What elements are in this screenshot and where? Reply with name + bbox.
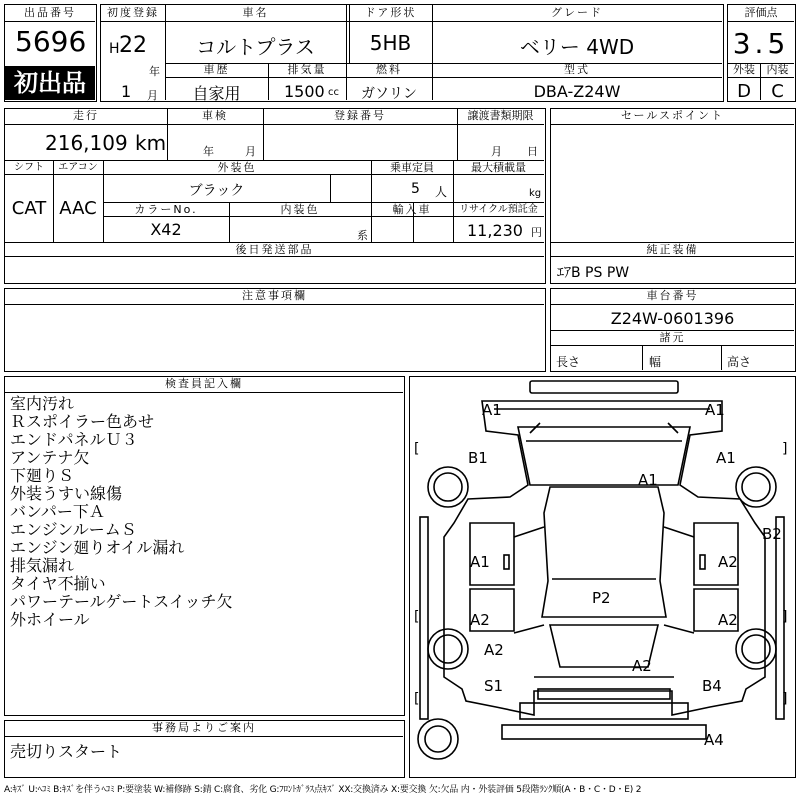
mileage-value: 216,109 <box>45 131 128 155</box>
inspector-line: エンドパネルＵ３ <box>10 430 138 449</box>
door-label: ドア形状 <box>364 6 417 19</box>
capacity-value: 5 <box>411 181 420 197</box>
inspection-year-unit: 年 <box>203 145 214 158</box>
mark-rear-left: S1 <box>484 677 504 695</box>
mark-tailgate: A2 <box>632 657 652 675</box>
capacity-label: 乗車定員 <box>390 161 434 174</box>
inspector-line: バンパー下Ａ <box>10 502 105 521</box>
sales-point-box <box>550 108 796 284</box>
fuel-label: 燃料 <box>376 63 402 76</box>
inspector-line: 下廻りＳ <box>10 466 75 485</box>
score-label: 評価点 <box>744 6 778 19</box>
chassis-value: Z24W-0601396 <box>610 309 735 328</box>
ext-label: 外装 <box>733 63 755 76</box>
length-label: 長さ <box>556 355 581 369</box>
fuel-value: ガソリン <box>361 86 417 102</box>
ac-value: AAC <box>59 198 97 219</box>
model-value: DBA-Z24W <box>533 82 621 101</box>
reg-label: 初度登録 <box>107 6 159 19</box>
notes-label: 注意事項欄 <box>242 289 307 302</box>
grade-label: グレード <box>551 6 603 19</box>
shift-value: CAT <box>11 198 47 219</box>
int-label: 内装 <box>766 63 789 76</box>
legend-text: A:ｷｽﾞ U:ﾍｺﾐ B:ｷｽﾞを伴うﾍｺﾐ P:要塗装 W:補修跡 S:錆 C:腐食、劣化 G:ﾌﾛﾝﾄｶﾞﾗｽ点ｷｽﾞ XX:交換済み X:要交換 欠:欠品 内・外装評価 5段階ﾗﾝｸ順(A・B・C・D・E) 2 <box>4 785 642 795</box>
colorno-label: カラーNo. <box>134 203 198 216</box>
lot-label: 出品番号 <box>24 6 76 19</box>
capacity-unit: 人 <box>435 185 448 199</box>
mark-door-fr: A2 <box>718 553 738 571</box>
displacement-value: 1500 <box>284 82 325 101</box>
history-value: 自家用 <box>192 84 241 103</box>
mark-roof: P2 <box>592 589 611 607</box>
first-listing-badge: 初出品 <box>5 66 95 100</box>
transfer-month-unit: 月 <box>491 145 502 158</box>
inspector-line: パワーテールゲートスイッチ欠 <box>10 592 233 611</box>
reg-year-unit: 年 <box>149 65 160 78</box>
shift-label: シフト <box>14 162 44 173</box>
mark-rear-right: B4 <box>702 677 722 695</box>
bracket-right-1: ] <box>782 441 788 457</box>
inspector-line: アンテナ欠 <box>10 448 90 467</box>
mark-door-rr: A2 <box>718 611 738 629</box>
reg-month-unit: 月 <box>147 89 158 102</box>
recycle-label: リサイクル預託金 <box>459 204 538 215</box>
mark-fender-left: B1 <box>468 449 488 467</box>
transfer-day-unit: 日 <box>527 145 538 158</box>
mark-rear-bumper: A4 <box>704 731 724 749</box>
inspector-line: タイヤ不揃い <box>10 574 106 593</box>
recycle-value: 11,230 <box>467 221 523 240</box>
office-value: 売切りスタート <box>10 742 123 761</box>
history-label: 車歴 <box>203 63 230 76</box>
int-value: C <box>771 81 784 102</box>
chassis-label: 車台番号 <box>646 289 699 302</box>
displacement-unit: cc <box>328 87 339 98</box>
inspector-line: エンジンルームＳ <box>10 520 137 539</box>
mark-front-right: A1 <box>705 401 725 419</box>
sales-label: セールスポイント <box>620 109 724 122</box>
color-label: 外装色 <box>217 161 257 174</box>
office-box <box>4 720 405 778</box>
grade-value: ベリー 4WD <box>519 35 635 59</box>
mark-side-right: B2 <box>762 525 782 543</box>
ac-label: エアコン <box>58 162 98 173</box>
recycle-unit: 円 <box>531 226 542 239</box>
vehicle-info-grid <box>4 108 546 284</box>
inspector-line: 排気漏れ <box>10 556 75 575</box>
inspection-month-unit: 月 <box>245 145 256 158</box>
model-label: 型式 <box>564 63 590 76</box>
inspector-line: 外装うすい線傷 <box>10 484 123 503</box>
displacement-label: 排気量 <box>287 63 327 76</box>
mark-hood: A1 <box>638 471 658 489</box>
reg-year: 22 <box>119 33 147 58</box>
door-value: 5HB <box>369 31 412 55</box>
import-label: 輸入車 <box>392 203 432 216</box>
bracket-right-2: ] <box>782 609 788 625</box>
load-label: 最大積載量 <box>471 161 526 174</box>
inspector-line: 室内汚れ <box>10 394 75 413</box>
header-grid <box>100 4 724 102</box>
mileage-unit: km <box>135 131 167 155</box>
office-label: 事務局よりご案内 <box>152 721 256 734</box>
inspection-label: 車検 <box>202 109 228 122</box>
inspector-line: 外ホイール <box>10 610 90 629</box>
car-diagram-svg <box>410 377 794 776</box>
bracket-right-3: ] <box>782 691 788 707</box>
color-value: ブラック <box>188 183 245 199</box>
notes-box <box>4 288 546 372</box>
intcolor-label: 内装色 <box>280 203 320 216</box>
equip-label: 純正装備 <box>646 243 699 256</box>
score-value: 3.5 <box>732 27 790 60</box>
width-label: 幅 <box>649 355 662 369</box>
name-value: コルトプラス <box>196 35 315 59</box>
ext-value: D <box>737 81 751 102</box>
equip-value: ｴｱB PS PW <box>557 265 630 281</box>
mark-door-rl: A2 <box>470 611 490 629</box>
chassis-box <box>550 288 796 372</box>
lot-number: 5696 <box>15 25 87 58</box>
damage-diagram <box>409 376 796 778</box>
inspector-line: Ｒスポイラー色あせ <box>10 412 155 431</box>
intcolor-unit: 系 <box>357 229 368 242</box>
inspector-box <box>4 376 405 716</box>
lot-box <box>4 4 97 102</box>
inspector-line: エンジン廻りオイル漏れ <box>10 538 185 557</box>
bracket-left-2: [ <box>414 609 420 625</box>
inspector-label: 検査員記入欄 <box>165 377 243 390</box>
bracket-left-3: [ <box>414 691 420 707</box>
mark-fender-right: A1 <box>716 449 736 467</box>
load-unit: kg <box>529 188 542 199</box>
height-label: 高さ <box>727 355 752 369</box>
mileage-label: 走行 <box>73 109 99 122</box>
reg-era: H <box>109 41 120 57</box>
mark-front-left: A1 <box>482 401 502 419</box>
dims-label: 諸元 <box>659 331 686 344</box>
score-box <box>727 4 796 102</box>
bracket-left-1: [ <box>414 441 420 457</box>
plate-label: 登録番号 <box>334 109 386 122</box>
mark-door-fl: A1 <box>470 553 490 571</box>
colorno-value: X42 <box>150 220 182 239</box>
inspector-lines <box>10 395 233 629</box>
mark-qtr-left: A2 <box>484 641 504 659</box>
name-label: 車名 <box>242 6 269 19</box>
later-label: 後日発送部品 <box>235 243 314 256</box>
reg-month: 1 <box>121 82 132 101</box>
transfer-label: 譲渡書類期限 <box>467 109 534 122</box>
